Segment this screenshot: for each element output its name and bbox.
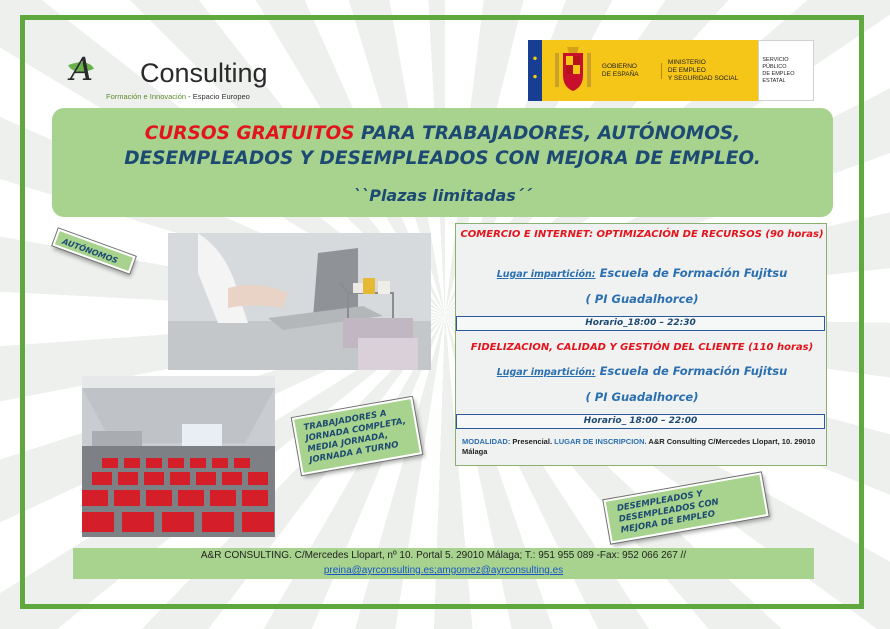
headline-banner: [52, 108, 833, 217]
gov-line: MINISTERIO: [667, 58, 706, 66]
headline-line-2: DESEMPLEADOS Y DESEMPLEADOS CON MEJORA DE EMPLEO.: [124, 148, 761, 169]
photo-classroom: [82, 376, 275, 537]
logo-tagline-green: Formación e Innovación: [106, 92, 187, 101]
course-2-location: [460, 364, 824, 378]
footer-contact: [73, 548, 814, 579]
footer-email-link[interactable]: preina@ayrconsulting.es;amgomez@ayrconsulting.es: [323, 565, 564, 576]
gov-line: DE ESPAÑA: [601, 70, 639, 78]
course-2-location-value: Escuela de Formación Fujitsu: [599, 364, 788, 378]
course-2-title: FIDELIZACION, CALIDAD Y GESTIÓN DEL CLIENTE (110 horas): [470, 342, 814, 353]
logo-mark: A: [70, 50, 94, 88]
tag-trabajadores: TRABAJADORES A JORNADA COMPLETA, MEDIA JORNADA, JORNADA A TURNO: [292, 397, 422, 475]
headline-line-1-rest: PARA TRABAJADORES, AUTÓNOMOS,: [354, 123, 741, 144]
registration-value: A&R Consulting C/Mercedes Llopart, 10. 29010 Málaga: [462, 437, 816, 456]
gov-line: GOBIERNO: [601, 62, 637, 70]
modality-value: Presencial.: [510, 437, 555, 446]
gov-text-gobierno: [602, 63, 662, 79]
course-2-schedule: Horario_ 18:00 – 22:00: [456, 414, 825, 429]
course-2-location-label: Lugar impartición:: [496, 367, 596, 378]
gov-line: DE EMPLEO: [667, 66, 706, 74]
course-1-location: [460, 266, 824, 280]
logo-tagline: [106, 92, 250, 101]
footer-address: A&R CONSULTING. C/Mercedes Llopart, nº 10. Portal 5. 29010 Málaga; T.: 951 955 089 -Fax: 952 066 267 //: [200, 550, 687, 561]
photo-online-shopping: [168, 233, 431, 370]
gov-white-panel: [758, 40, 814, 101]
headline-line-1: [52, 123, 833, 144]
gov-line: Y SEGURIDAD SOCIAL: [667, 74, 739, 82]
company-logo: [70, 50, 290, 105]
tag-desempleados: DESEMPLEADOS Y DESEMPLEADOS CON MEJORA DE EMPLEO: [603, 472, 768, 543]
headline-limited-places: ``Plazas limitadas´´: [353, 186, 532, 205]
course-2-location-area: ( PI Guadalhorce): [585, 390, 699, 404]
registration-label: LUGAR DE INSCRIPCION.: [554, 437, 647, 446]
logo-name: Consulting: [140, 58, 268, 88]
tag-autonomos: AUTÓNOMOS: [52, 229, 135, 274]
course-1-title: COMERCIO E INTERNET: OPTIMIZACIÓN DE RECURSOS (90 horas): [460, 229, 824, 240]
gov-text-sepe: [759, 57, 813, 85]
gov-yellow-panel: [542, 40, 758, 101]
government-logo: [528, 40, 814, 101]
coat-of-arms-icon: [548, 46, 598, 96]
course-1-location-area: ( PI Guadalhorce): [585, 292, 699, 306]
gov-line: DE EMPLEO ESTATAL: [762, 70, 795, 84]
course-info-box: [455, 223, 827, 466]
modality-text: [462, 437, 822, 456]
gov-line: SERVICIO PÚBLICO: [762, 56, 789, 70]
course-1-location-label: Lugar impartición:: [496, 269, 596, 280]
course-1-location-value: Escuela de Formación Fujitsu: [599, 266, 788, 280]
logo-tagline-dark: - Espacio Europeo: [188, 92, 250, 101]
gov-text-ministerio: [668, 59, 753, 83]
headline-highlight: CURSOS GRATUITOS: [144, 123, 355, 144]
eu-flag-icon: [528, 40, 542, 101]
course-1-schedule: Horario_18:00 – 22:30: [456, 316, 825, 331]
modality-label: MODALIDAD:: [462, 437, 511, 446]
